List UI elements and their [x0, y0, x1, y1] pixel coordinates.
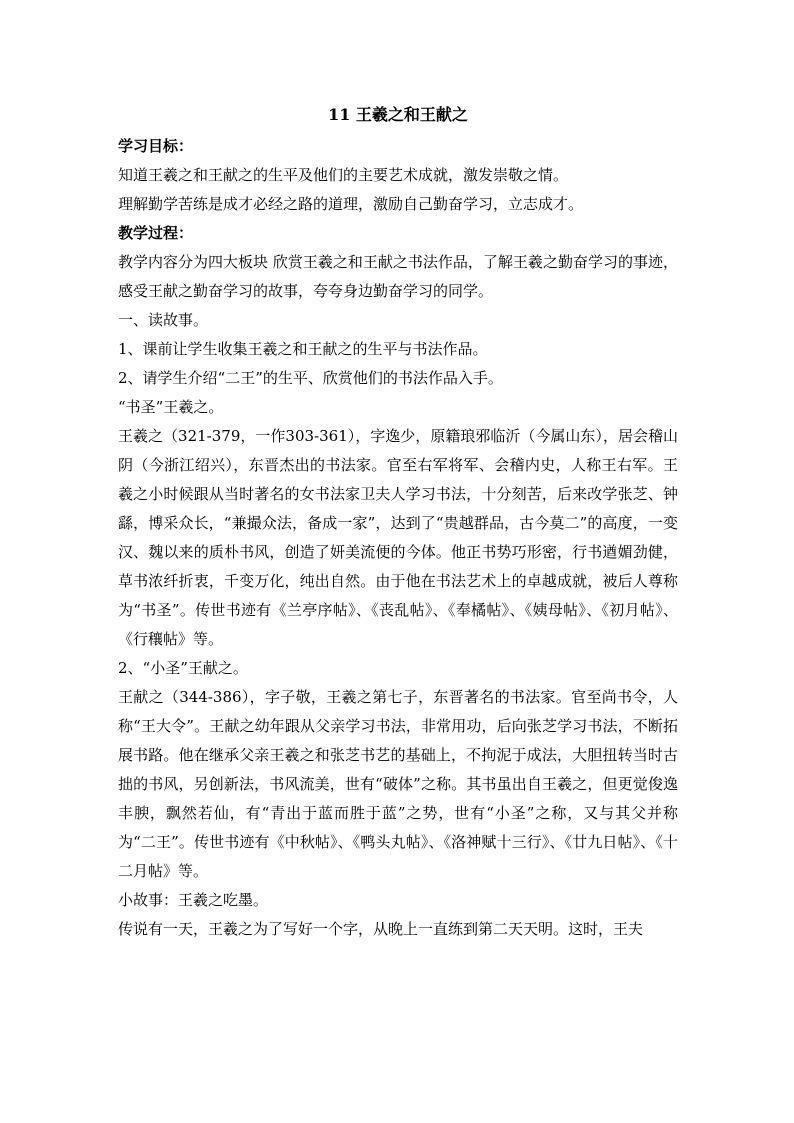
paragraph: 1、课前让学生收集王羲之和王献之的生平与书法作品。	[118, 340, 488, 358]
paragraph: “书圣”王羲之。	[118, 398, 224, 416]
paragraph: 2、“小圣”王献之。	[118, 659, 248, 677]
document-page	[118, 100, 678, 944]
document-title: 11 王羲之和王献之	[328, 105, 468, 124]
paragraph: 教学内容分为四大板块 欣赏王羲之和王献之书法作品，了解王羲之勤奋学习的事迹，感受王献之勤奋学习的故事，夸夸身边勤奋学习的同学。	[118, 253, 678, 300]
section-heading-goals: 学习目标：	[118, 137, 194, 155]
paragraph: 一、读故事。	[118, 311, 209, 329]
paragraph: 传说有一天，王羲之为了写好一个字，从晚上一直练到第二天天明。这时，王夫	[118, 920, 644, 938]
paragraph: 王羲之（321-379，一作303-361），字逸少，原籍琅邪临沂（今属山东），居会稽山阴（今浙江绍兴），东晋杰出的书法家。官至右军将军、会稽内史，人称王右军。王羲之小时候跟从当时著名的女书法家卫夫人学习书法，十分刻苦，后来改学张芝、钟繇，博采众长，“兼撮众法，备成一家”，达到了“贵越群品，古今莫二”的高度，一变汉、魏以来的质朴书风，创造了妍美流便的今体。他正书势巧形密，行书遒媚劲健，草书浓纤折衷，千变万化，纯出自然。由于他在书法艺术上的卓越成就，被后人尊称为“书圣”。传世书迹有《兰亭序帖》、《丧乱帖》、《奉橘帖》、《姨母帖》、《初月帖》、《行穰帖》等。	[118, 427, 678, 648]
paragraph: 知道王羲之和王献之的生平及他们的主要艺术成就，激发崇敬之情。	[118, 166, 569, 184]
paragraph: 小故事：王羲之吃墨。	[118, 891, 269, 909]
paragraph: 2、请学生介绍“二王”的生平、欣赏他们的书法作品入手。	[118, 369, 503, 387]
paragraph: 理解勤学苦练是成才必经之路的道理，激励自己勤奋学习，立志成才。	[118, 195, 584, 213]
section-heading-process: 教学过程：	[118, 224, 194, 242]
paragraph: 王献之（344-386），字子敬，王羲之第七子，东晋著名的书法家。官至尚书令，人称“王大令”。王献之幼年跟从父亲学习书法，非常用功，后向张芝学习书法，不断拓展书路。他在继承父亲王羲之和张芝书艺的基础上，不拘泥于成法，大胆扭转当时古拙的书风，另创新法，书风流美，世有“破体”之称。其书虽出自王羲之，但更觉俊逸丰腴，飘然若仙，有“青出于蓝而胜于蓝”之势，世有“小圣”之称，又与其父并称为“二王”。传世书迹有《中秋帖》、《鸭头丸帖》、《洛神赋十三行》、《廿九日帖》、《十二月帖》等。	[118, 688, 678, 880]
